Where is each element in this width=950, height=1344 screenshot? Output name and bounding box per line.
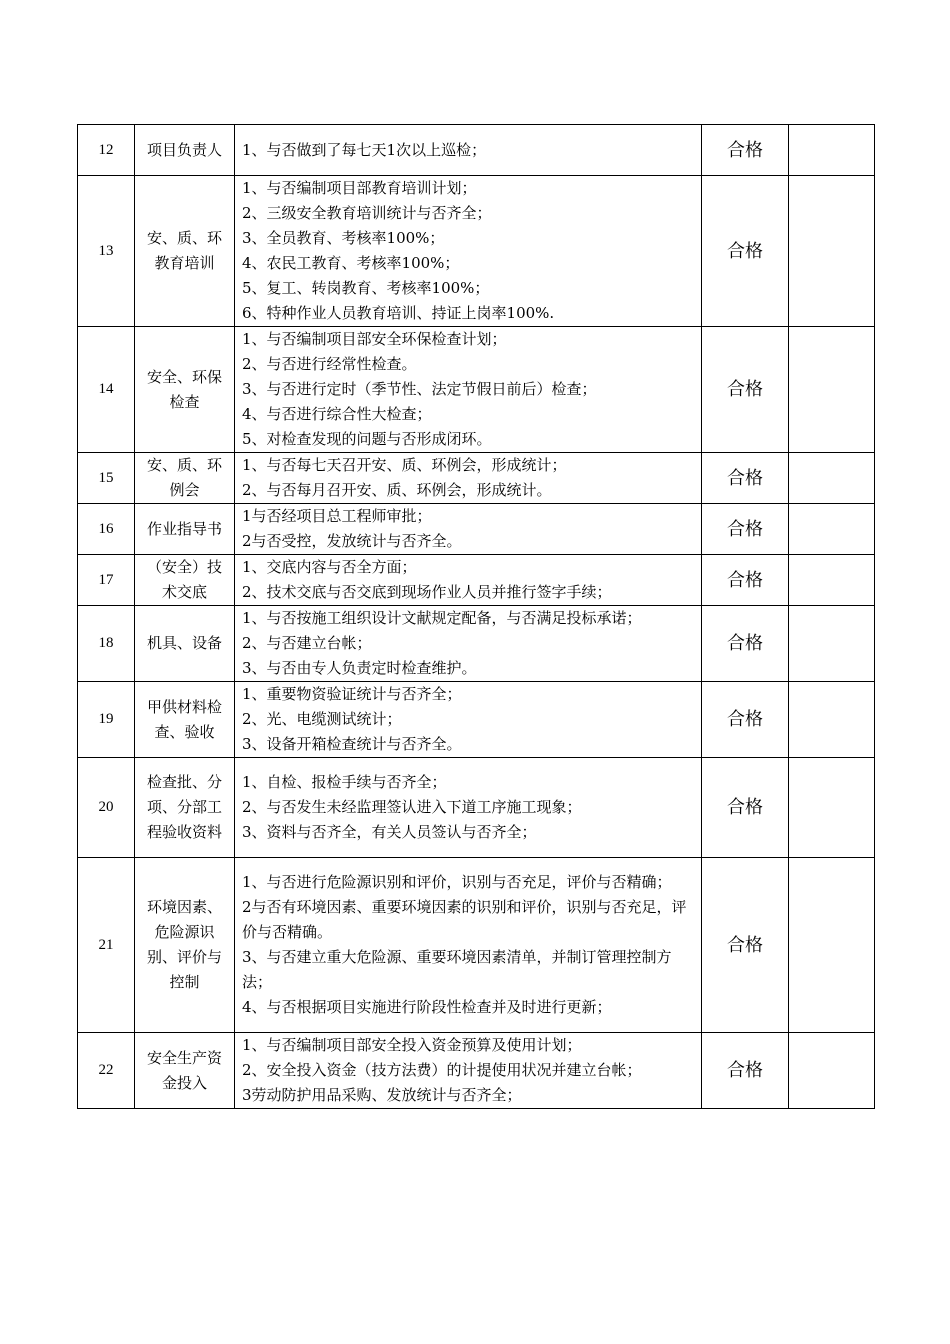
item-number: 19	[78, 682, 135, 758]
check-content-line: 2、安全投入资金（技方法费）的计提使用状况并建立台帐；	[242, 1061, 642, 1079]
check-content-line: 4、与否进行综合性大检查；	[242, 405, 432, 423]
check-content-line: 6、特种作业人员教育培训、持证上岗率100%.	[242, 304, 555, 322]
check-content-line: 2、与否建立台帐；	[242, 634, 372, 652]
inspection-table	[77, 124, 875, 1109]
check-content-line: 1、与否编制项目部安全投入资金预算及使用计划；	[242, 1036, 582, 1054]
item-name: 机具、设备	[135, 606, 235, 682]
item-number: 16	[78, 504, 135, 555]
remark-cell	[789, 327, 875, 453]
result-value: 合格	[702, 682, 789, 758]
check-content	[235, 176, 702, 327]
check-content-line: 3劳动防护用品采购、发放统计与否齐全；	[242, 1086, 522, 1104]
check-content	[235, 327, 702, 453]
result-value: 合格	[702, 453, 789, 504]
item-name: 检查批、分项、分部工程验收资料	[135, 758, 235, 858]
remark-cell	[789, 125, 875, 176]
check-content-line: 2与否有环境因素、重要环境因素的识别和评价，识别与否充足，评价与否精确。	[242, 898, 687, 941]
check-content-line: 2与否受控，发放统计与否齐全。	[242, 532, 462, 550]
result-value: 合格	[702, 1033, 789, 1109]
remark-cell	[789, 555, 875, 606]
table-row	[78, 453, 875, 504]
check-content-line: 1、与否按施工组织设计文献规定配备，与否满足投标承诺；	[242, 609, 642, 627]
table-row	[78, 555, 875, 606]
item-name: 项目负责人	[135, 125, 235, 176]
result-value: 合格	[702, 176, 789, 327]
item-name: 作业指导书	[135, 504, 235, 555]
check-content-line: 4、农民工教育、考核率100%；	[242, 254, 460, 272]
item-number: 15	[78, 453, 135, 504]
check-content-line: 5、复工、转岗教育、考核率100%；	[242, 279, 490, 297]
check-content-line: 3、设备开箱检查统计与否齐全。	[242, 735, 462, 753]
remark-cell	[789, 453, 875, 504]
check-content-line: 1、自检、报检手续与否齐全；	[242, 773, 447, 791]
remark-cell	[789, 606, 875, 682]
item-name: （安全）技术交底	[135, 555, 235, 606]
result-value: 合格	[702, 858, 789, 1033]
check-content-line: 2、技术交底与否交底到现场作业人员并推行签字手续；	[242, 583, 612, 601]
check-content-line: 2、与否每月召开安、质、环例会，形成统计。	[242, 481, 552, 499]
check-content-line: 4、与否根据项目实施进行阶段性检查并及时进行更新；	[242, 998, 612, 1016]
table-row	[78, 125, 875, 176]
table-row	[78, 858, 875, 1033]
table-row	[78, 606, 875, 682]
item-name: 安、质、环例会	[135, 453, 235, 504]
check-content-line: 1、与否进行危险源识别和评价，识别与否充足，评价与否精确；	[242, 873, 672, 891]
check-content	[235, 453, 702, 504]
check-content-line: 5、对检查发现的问题与否形成闭环。	[242, 430, 492, 448]
check-content-line: 3、与否建立重大危险源、重要环境因素清单，并制订管理控制方法；	[242, 948, 672, 991]
check-content	[235, 555, 702, 606]
check-content	[235, 858, 702, 1033]
table-row	[78, 682, 875, 758]
item-number: 20	[78, 758, 135, 858]
check-content-line: 1、交底内容与否全方面；	[242, 558, 417, 576]
check-content	[235, 125, 702, 176]
table-row	[78, 176, 875, 327]
check-content-line: 1、重要物资验证统计与否齐全；	[242, 685, 462, 703]
check-content-line: 3、与否由专人负责定时检查维护。	[242, 659, 477, 677]
item-number: 13	[78, 176, 135, 327]
item-number: 18	[78, 606, 135, 682]
table-row	[78, 1033, 875, 1109]
result-value: 合格	[702, 327, 789, 453]
item-number: 22	[78, 1033, 135, 1109]
item-number: 14	[78, 327, 135, 453]
check-content	[235, 606, 702, 682]
item-name: 安全、环保检查	[135, 327, 235, 453]
check-content-line: 1、与否编制项目部教育培训计划；	[242, 179, 477, 197]
result-value: 合格	[702, 555, 789, 606]
check-content-line: 2、与否发生未经监理签认进入下道工序施工现象；	[242, 798, 582, 816]
check-content-line: 1与否经项目总工程师审批；	[242, 507, 432, 525]
item-name: 安全生产资金投入	[135, 1033, 235, 1109]
item-name: 环境因素、危险源识别、评价与控制	[135, 858, 235, 1033]
remark-cell	[789, 858, 875, 1033]
table-row	[78, 758, 875, 858]
remark-cell	[789, 758, 875, 858]
check-content-line: 3、资料与否齐全，有关人员签认与否齐全；	[242, 823, 537, 841]
item-name: 安、质、环教育培训	[135, 176, 235, 327]
table-row	[78, 327, 875, 453]
check-content-line: 2、光、电缆测试统计；	[242, 710, 402, 728]
check-content-line: 1、与否编制项目部安全环保检查计划；	[242, 330, 507, 348]
remark-cell	[789, 504, 875, 555]
remark-cell	[789, 176, 875, 327]
item-number: 12	[78, 125, 135, 176]
table-body	[78, 125, 875, 1109]
remark-cell	[789, 682, 875, 758]
result-value: 合格	[702, 504, 789, 555]
check-content-line: 1、与否每七天召开安、质、环例会，形成统计；	[242, 456, 567, 474]
item-number: 17	[78, 555, 135, 606]
item-number: 21	[78, 858, 135, 1033]
check-content-line: 1、与否做到了每七天1次以上巡检；	[242, 140, 487, 159]
check-content	[235, 758, 702, 858]
result-value: 合格	[702, 125, 789, 176]
check-content-line: 3、与否进行定时（季节性、法定节假日前后）检查；	[242, 380, 597, 398]
check-content-line: 2、与否进行经常性检查。	[242, 355, 417, 373]
check-content	[235, 682, 702, 758]
result-value: 合格	[702, 606, 789, 682]
item-name: 甲供材料检查、验收	[135, 682, 235, 758]
remark-cell	[789, 1033, 875, 1109]
table-row	[78, 504, 875, 555]
result-value: 合格	[702, 758, 789, 858]
check-content-line: 3、全员教育、考核率100%；	[242, 229, 445, 247]
check-content	[235, 1033, 702, 1109]
check-content-line: 2、三级安全教育培训统计与否齐全；	[242, 204, 492, 222]
check-content	[235, 504, 702, 555]
